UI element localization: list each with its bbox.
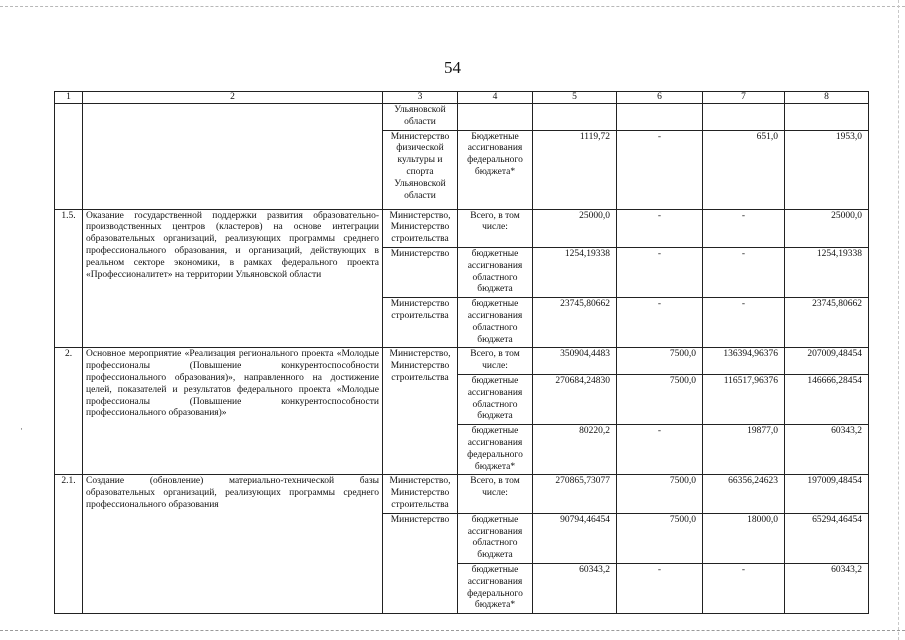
year-cell: - xyxy=(617,130,703,209)
total-cell: 350904,4483 xyxy=(533,348,617,375)
year-cell: - xyxy=(703,563,785,613)
year-cell: 7500,0 xyxy=(617,475,703,513)
column-header: 1 xyxy=(55,92,83,104)
year-cell: - xyxy=(703,247,785,297)
year-cell: 7500,0 xyxy=(617,374,703,424)
executor-cell: Министерство физической культуры и спорта Ульяновской области xyxy=(383,130,458,209)
column-header: 5 xyxy=(533,92,617,104)
table-row xyxy=(55,348,869,375)
column-header-row xyxy=(55,92,869,104)
executor-cell: Министерство, Министерство строительства xyxy=(383,209,458,247)
source-cell: бюджетные ассигнования областного бюджета xyxy=(458,513,533,563)
year-cell: 60343,2 xyxy=(785,563,869,613)
year-cell xyxy=(785,104,869,131)
year-cell: 207009,48454 xyxy=(785,348,869,375)
activity-cell: Оказание государственной поддержки развития образовательно-производственных центров (кластеров) на основе интеграции образовательных организаций, реализующих программы среднего профессионального образования, и организаций, действующих в реальном секторе экономики, в рамках федерального проекта «Профессионалитет» на территории Ульяновской области xyxy=(83,209,383,348)
total-cell: 270684,24830 xyxy=(533,374,617,424)
row-number-cell xyxy=(55,104,83,210)
total-cell xyxy=(533,104,617,131)
total-cell: 60343,2 xyxy=(533,563,617,613)
year-cell: 65294,46454 xyxy=(785,513,869,563)
executor-cell: Министерство, Министерство строительства xyxy=(383,348,458,475)
column-header: 8 xyxy=(785,92,869,104)
year-cell: 19877,0 xyxy=(703,425,785,475)
year-cell: - xyxy=(617,425,703,475)
budget-table xyxy=(54,91,869,614)
scan-edge-bottom xyxy=(0,630,905,631)
year-cell: 7500,0 xyxy=(617,513,703,563)
row-number-cell: 2.1. xyxy=(55,475,83,614)
activity-cell: Основное мероприятие «Реализация регионального проекта «Молодые профессионалы (Повышение конкурентоспособности профессионального образования)», направленного на достижение целей, показателей и результатов федерального проекта «Молодые профессионалы (Повышение конкурентоспособности профессионального образования)» xyxy=(83,348,383,475)
activity-cell xyxy=(83,104,383,210)
year-cell: 136394,96376 xyxy=(703,348,785,375)
row-number-cell: 2. xyxy=(55,348,83,475)
year-cell: - xyxy=(617,209,703,247)
column-header: 3 xyxy=(383,92,458,104)
margin-mark: · xyxy=(20,424,23,434)
year-cell: 1254,19338 xyxy=(785,247,869,297)
total-cell: 1254,19338 xyxy=(533,247,617,297)
total-cell: 80220,2 xyxy=(533,425,617,475)
source-cell: бюджетные ассигнования областного бюджета xyxy=(458,298,533,348)
source-cell: Всего, в том числе: xyxy=(458,209,533,247)
year-cell: 7500,0 xyxy=(617,348,703,375)
row-number-cell: 1.5. xyxy=(55,209,83,348)
column-header: 7 xyxy=(703,92,785,104)
year-cell: 197009,48454 xyxy=(785,475,869,513)
year-cell: 66356,24623 xyxy=(703,475,785,513)
scan-edge-top xyxy=(0,6,905,7)
year-cell: 1953,0 xyxy=(785,130,869,209)
source-cell xyxy=(458,104,533,131)
scan-edge-right xyxy=(898,0,899,640)
year-cell: 18000,0 xyxy=(703,513,785,563)
year-cell: - xyxy=(703,298,785,348)
year-cell: - xyxy=(617,298,703,348)
executor-cell: Ульяновской области xyxy=(383,104,458,131)
year-cell: 25000,0 xyxy=(785,209,869,247)
year-cell: - xyxy=(617,563,703,613)
table-row xyxy=(55,209,869,247)
total-cell: 25000,0 xyxy=(533,209,617,247)
year-cell xyxy=(617,104,703,131)
source-cell: Всего, в том числе: xyxy=(458,475,533,513)
column-header: 6 xyxy=(617,92,703,104)
year-cell: 146666,28454 xyxy=(785,374,869,424)
year-cell xyxy=(703,104,785,131)
total-cell: 1119,72 xyxy=(533,130,617,209)
year-cell: 651,0 xyxy=(703,130,785,209)
table-row xyxy=(55,475,869,513)
year-cell: - xyxy=(703,209,785,247)
year-cell: - xyxy=(617,247,703,297)
source-cell: бюджетные ассигнования федерального бюджета* xyxy=(458,563,533,613)
total-cell: 90794,46454 xyxy=(533,513,617,563)
source-cell: Всего, в том числе: xyxy=(458,348,533,375)
year-cell: 23745,80662 xyxy=(785,298,869,348)
year-cell: 116517,96376 xyxy=(703,374,785,424)
executor-cell: Министерство xyxy=(383,513,458,613)
source-cell: бюджетные ассигнования федерального бюджета* xyxy=(458,425,533,475)
source-cell: бюджетные ассигнования областного бюджета xyxy=(458,374,533,424)
activity-cell: Создание (обновление) материально-технической базы образовательных организаций, реализующих программы среднего профессионального образования xyxy=(83,475,383,614)
executor-cell: Министерство строительства xyxy=(383,298,458,348)
executor-cell: Министерство, Министерство строительства xyxy=(383,475,458,513)
table-row xyxy=(55,104,869,131)
source-cell: бюджетные ассигнования областного бюджета xyxy=(458,247,533,297)
executor-cell: Министерство xyxy=(383,247,458,297)
column-header: 4 xyxy=(458,92,533,104)
total-cell: 23745,80662 xyxy=(533,298,617,348)
year-cell: 60343,2 xyxy=(785,425,869,475)
column-header: 2 xyxy=(83,92,383,104)
source-cell: Бюджетные ассигнования федерального бюджета* xyxy=(458,130,533,209)
page-number: 54 xyxy=(444,58,461,77)
total-cell: 270865,73077 xyxy=(533,475,617,513)
